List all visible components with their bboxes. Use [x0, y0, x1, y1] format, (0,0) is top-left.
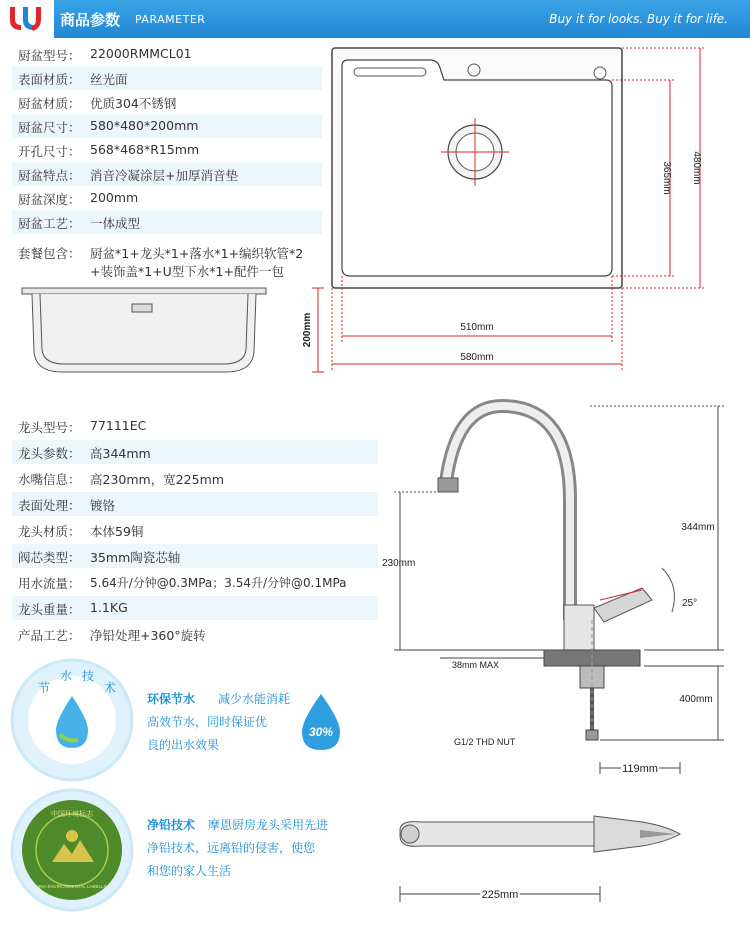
- section-title: 商品参数: [60, 11, 121, 29]
- feature-line: 净铅技术，远离铅的侵害，使您: [147, 841, 316, 855]
- drop-label: 30%: [308, 725, 334, 739]
- faucet-spec-row: [12, 622, 378, 646]
- outer-height-dim-label: 480mm: [691, 151, 702, 185]
- spec-value: 35mm陶瓷芯轴: [90, 550, 181, 565]
- spec-label: 厨盆材质：: [18, 96, 81, 111]
- eco-badge-text: 中国环境标志: [51, 811, 93, 818]
- brand-slogan: Buy it for looks. Buy it for life.: [549, 12, 728, 26]
- spec-value: 净铅处理+360°旋转: [90, 628, 206, 643]
- sink-drawing: [0, 0, 750, 390]
- spec-value: 一体成型: [90, 216, 141, 231]
- spec-value: 200mm: [90, 190, 139, 205]
- handle-length-label: 119mm: [622, 763, 658, 775]
- feature-line: 减少水能消耗: [218, 692, 291, 706]
- eco-badge-en: CHINA ENVIRONMENTAL LABELLING: [32, 884, 112, 889]
- outer-width-dim-label: 580mm: [460, 352, 494, 363]
- feature-line: 良的出水效果: [147, 738, 220, 752]
- spec-label: 厨盆尺寸：: [18, 120, 81, 135]
- badge-char: 节: [38, 681, 51, 695]
- spec-label: 水嘴信息：: [18, 472, 81, 487]
- feature-title: 净铅技术: [147, 818, 196, 832]
- spec-value: 5.64升/分钟@0.3MPa；3.54升/分钟@0.1MPa: [90, 576, 347, 590]
- inner-width-dim-label: 510mm: [460, 322, 494, 333]
- faucet-height-label: 344mm: [681, 522, 715, 533]
- spec-label: 厨盆型号：: [18, 48, 81, 63]
- spec-label: 龙头型号：: [18, 420, 81, 435]
- sink-top-view: [332, 48, 622, 288]
- badge-char: 技: [82, 669, 95, 683]
- water-drop-icon: [296, 690, 346, 754]
- faucet-top-view: [400, 816, 680, 852]
- spec-label: 厨盆工艺：: [18, 216, 81, 231]
- spec-label: 表面材质：: [18, 72, 81, 87]
- faucet-spec-row: [12, 492, 378, 516]
- badge-char: 水: [60, 669, 73, 683]
- sink-side-view: [22, 288, 266, 372]
- faucet-spec-row: [12, 544, 378, 568]
- spec-value: 高230mm，宽225mm: [90, 472, 224, 487]
- faucet-spec-row: [12, 596, 378, 620]
- spec-value: 优质304不锈钢: [90, 96, 177, 111]
- faucet-spec-row: [12, 518, 378, 542]
- spec-label: 厨盆深度：: [18, 192, 81, 207]
- deck-thickness-label: 38mm MAX: [452, 660, 500, 670]
- section-subtitle: PARAMETER: [135, 13, 206, 26]
- spec-value: 丝光面: [90, 72, 128, 87]
- spec-value: 镀铬: [90, 498, 116, 513]
- feature-title: 环保节水: [147, 692, 196, 706]
- depth-dim-label: 200mm: [302, 312, 313, 348]
- nut-label: G1/2 THD NUT: [454, 737, 516, 747]
- spec-value: 77111EC: [90, 418, 147, 433]
- spec-value: 580*480*200mm: [90, 118, 199, 133]
- faucet-drawing: [380, 390, 750, 926]
- spec-label: 表面处理：: [18, 498, 81, 513]
- spec-value: 1.1KG: [90, 600, 128, 615]
- spec-label: 龙头重量：: [18, 602, 81, 617]
- spec-label: 龙头材质：: [18, 524, 81, 539]
- hose-length-label: 400mm: [679, 694, 713, 705]
- feature-line: 和您的家人生活: [147, 864, 232, 878]
- spec-value: 568*468*R15mm: [90, 142, 200, 157]
- spec-label: 龙头参数：: [18, 446, 81, 461]
- feature-line: 高效节水，同时保证优: [147, 715, 268, 729]
- spec-value: 本体59铜: [90, 524, 144, 539]
- spec-label: 开孔尺寸：: [18, 144, 81, 159]
- inner-height-dim-label: 365mm: [661, 161, 672, 195]
- badge-char: 术: [104, 681, 117, 695]
- spec-value: 消音冷凝涂层+加厚消音垫: [90, 168, 238, 183]
- faucet-spec-row: [12, 466, 378, 490]
- water-saving-badge: [8, 656, 138, 786]
- faucet-spec-row: [12, 440, 378, 464]
- spout-length-label: 225mm: [481, 889, 519, 901]
- package-line-2: +装饰盖*1+U型下水*1+配件一包: [90, 264, 284, 279]
- spec-label: 阀芯类型：: [18, 550, 81, 565]
- spec-value: 厨盆*1+龙头*1+落水*1+编织软管*2: [90, 246, 304, 261]
- spec-label: 用水流量：: [18, 576, 81, 591]
- eco-label-badge: [8, 786, 138, 916]
- handle-angle-label: 25°: [682, 598, 698, 609]
- spec-value: 22000RMMCL01: [90, 46, 192, 61]
- faucet-spec-row: [12, 570, 378, 594]
- faucet-side-view: [438, 406, 652, 740]
- spec-value: 高344mm: [90, 446, 151, 461]
- spout-height-label: 230mm: [382, 558, 416, 569]
- faucet-spec-row: [12, 414, 378, 438]
- spec-label: 套餐包含：: [18, 246, 81, 261]
- spec-label: 厨盆特点：: [18, 168, 81, 183]
- feature-line: 摩恩厨房龙头采用先进: [208, 818, 329, 832]
- spec-label: 产品工艺：: [18, 628, 81, 643]
